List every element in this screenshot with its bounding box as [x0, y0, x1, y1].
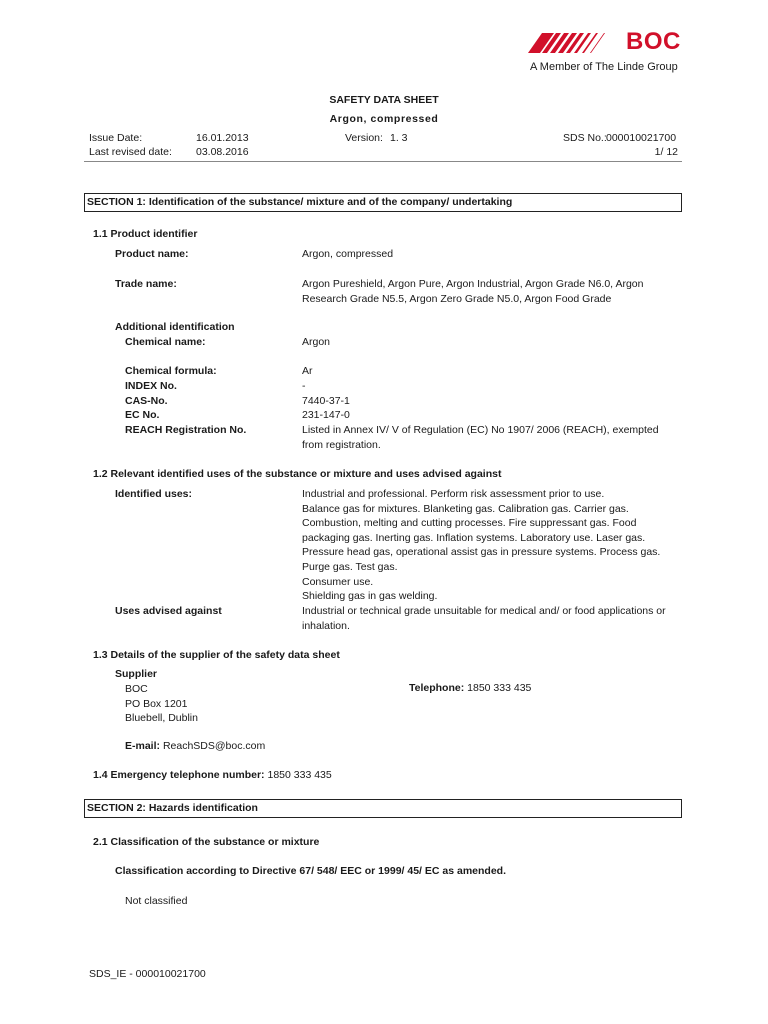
email-label: E-mail:	[125, 740, 161, 752]
cas-no-value: 7440-37-1	[302, 395, 350, 407]
s2-1-heading: 2.1 Classification of the substance or mixture	[93, 836, 320, 848]
supplier-line: BOC	[125, 683, 148, 695]
revised-date-label: Last revised date:	[89, 146, 172, 158]
supplier-label: Supplier	[115, 668, 158, 680]
sds-no-label: SDS No.:	[563, 132, 607, 144]
identified-use-line: Pressure head gas, operational assist gas in pressure systems. Process gas.	[302, 546, 661, 559]
product-name-value: Argon, compressed	[302, 248, 394, 260]
email-value: ReachSDS@boc.com	[162, 740, 266, 752]
email	[125, 740, 265, 752]
chemical-formula-label: Chemical formula:	[125, 365, 217, 377]
chemical-name-value: Argon	[302, 336, 331, 348]
uses-advised-against-value: Industrial or technical grade unsuitable for medical and/ or food applications or inhalation.	[302, 605, 666, 632]
version: 1. 3	[390, 132, 408, 144]
chemical-formula-value: Ar	[302, 365, 313, 377]
s1-3-heading: 1.3 Details of the supplier of the safety data sheet	[93, 649, 340, 661]
cas-no-label: CAS-No.	[125, 395, 168, 407]
emergency-telephone	[93, 769, 332, 781]
identified-use-line: Balance gas for mixtures. Blanketing gas. Calibration gas. Carrier gas.	[302, 502, 629, 515]
product-name-label: Product name:	[115, 248, 189, 260]
reach-value: Listed in Annex IV/ V of Regulation (EC) No 1907/ 2006 (REACH), exempted from registration.	[302, 424, 659, 451]
identified-use-line: Combustion, melting and cutting processes. Fire suppressant gas. Food	[302, 517, 637, 530]
additional-identification-label: Additional identification	[115, 321, 235, 333]
identified-use-line: Industrial and professional. Perform risk assessment prior to use.	[302, 488, 605, 500]
issue-date: 16.01.2013	[196, 132, 249, 144]
s1-2-heading: 1.2 Relevant identified uses of the substance or mixture and uses advised against	[93, 468, 502, 480]
chemical-name-label: Chemical name:	[125, 336, 206, 348]
reach-label: REACH Registration No.	[125, 424, 247, 436]
brand-name: BOC	[626, 28, 681, 55]
telephone-value: 1850 333 435	[467, 682, 532, 694]
page-number: 1/ 12	[654, 146, 678, 158]
document-title: SAFETY DATA SHEET	[329, 94, 439, 106]
uses-advised-against-label: Uses advised against	[115, 605, 222, 617]
supplier-line: PO Box 1201	[125, 697, 188, 710]
revised-date: 03.08.2016	[196, 146, 249, 158]
emergency-telephone-value: 1850 333 435	[267, 769, 332, 781]
s1-1-heading: 1.1 Product identifier	[93, 228, 198, 240]
sds-no: 000010021700	[606, 132, 677, 144]
identified-uses-label: Identified uses:	[115, 488, 193, 500]
trade-name-value: Argon Pureshield, Argon Pure, Argon Industrial, Argon Grade N6.0, Argon Research Grade N5.5, Argon Zero Grade N5.0, Argon Food Grade	[302, 278, 644, 305]
trade-name-label: Trade name:	[115, 278, 177, 290]
brand-tagline: A Member of The Linde Group	[530, 61, 678, 73]
version-label: Version:	[345, 132, 383, 144]
identified-use-line: packaging gas. Inerting gas. Inflation systems. Laboratory use. Laser gas.	[302, 531, 646, 544]
boc-logo	[528, 28, 688, 77]
supplier-address	[125, 682, 198, 726]
issue-date-label: Issue Date:	[89, 132, 143, 144]
telephone	[409, 682, 531, 694]
identified-use-line: Consumer use.	[302, 575, 374, 588]
header-divider	[84, 161, 682, 162]
identified-use-line: Purge gas. Test gas.	[302, 560, 398, 573]
identified-use-line: Shielding gas in gas welding.	[302, 590, 438, 603]
classification-heading: Classification according to Directive 67/ 548/ EEC or 1999/ 45/ EC as amended.	[115, 865, 506, 877]
section-1-heading: SECTION 1: Identification of the substance/ mixture and of the company/ undertaking	[84, 193, 682, 212]
product-title: Argon, compressed	[329, 113, 439, 125]
classification-value: Not classified	[125, 895, 188, 907]
s1-4-heading: 1.4 Emergency telephone number:	[93, 769, 265, 781]
identified-uses-list	[302, 487, 660, 604]
telephone-label: Telephone:	[409, 682, 465, 694]
index-no-value: -	[302, 380, 306, 392]
boc-stripes-icon	[528, 31, 620, 55]
index-no-label: INDEX No.	[125, 380, 177, 392]
supplier-line: Bluebell, Dublin	[125, 712, 198, 725]
ec-no-value: 231-147-0	[302, 409, 350, 421]
footer-doc-id: SDS_IE - 000010021700	[89, 968, 206, 980]
section-2-heading: SECTION 2: Hazards identification	[84, 799, 682, 818]
ec-no-label: EC No.	[125, 409, 160, 421]
